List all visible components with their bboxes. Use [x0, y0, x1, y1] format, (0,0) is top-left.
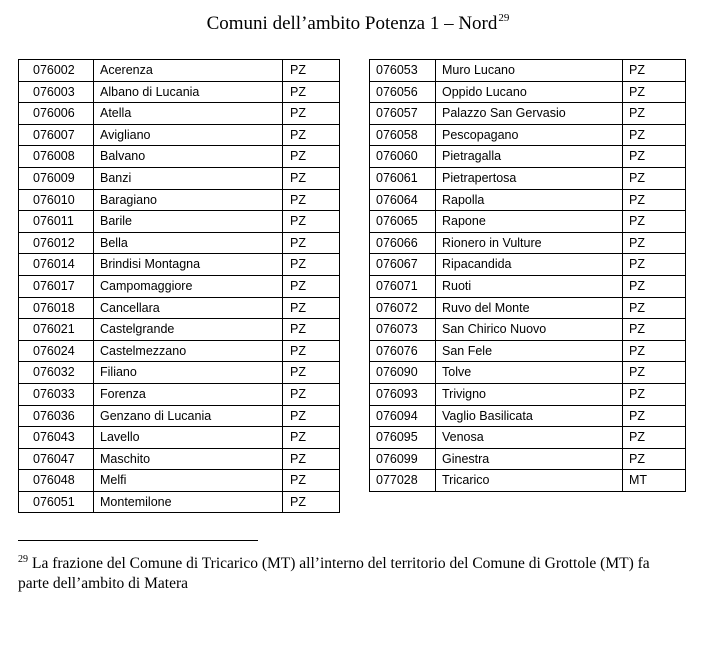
municipality-name: Rapolla: [436, 189, 623, 211]
municipality-code: 076066: [370, 232, 436, 254]
table-row: [19, 254, 340, 276]
municipality-name: Palazzo San Gervasio: [436, 103, 623, 125]
province-code: PZ: [623, 254, 686, 276]
municipality-code: 076094: [370, 405, 436, 427]
table-row: [19, 297, 340, 319]
municipality-name: Cancellara: [94, 297, 283, 319]
table-row: [370, 103, 686, 125]
municipality-code: 076008: [19, 146, 94, 168]
province-code: PZ: [283, 81, 340, 103]
page-title-text: Comuni dell’ambito Potenza 1 – Nord: [206, 13, 498, 34]
province-code: PZ: [283, 448, 340, 470]
municipality-code: 076072: [370, 297, 436, 319]
province-code: PZ: [283, 319, 340, 341]
table-row: [370, 362, 686, 384]
table-row: [19, 81, 340, 103]
province-code: PZ: [283, 254, 340, 276]
province-code: PZ: [283, 383, 340, 405]
municipality-name: Pietrapertosa: [436, 167, 623, 189]
municipality-code: 076061: [370, 167, 436, 189]
title-footnote-marker: 29: [498, 12, 510, 24]
municipality-code: 076093: [370, 383, 436, 405]
table-row: [19, 275, 340, 297]
municipality-name: Trivigno: [436, 383, 623, 405]
province-code: PZ: [283, 405, 340, 427]
municipality-name: Rionero in Vulture: [436, 232, 623, 254]
municipality-code: 076099: [370, 448, 436, 470]
municipality-code: 076018: [19, 297, 94, 319]
province-code: PZ: [283, 491, 340, 513]
footnote-number: 29: [18, 554, 28, 565]
municipality-code: 076065: [370, 211, 436, 233]
table-row: [370, 189, 686, 211]
table-row: [370, 254, 686, 276]
footnote: [18, 550, 678, 594]
municipality-code: 076006: [19, 103, 94, 125]
table-row: [19, 427, 340, 449]
municipality-name: Forenza: [94, 383, 283, 405]
province-code: MT: [623, 470, 686, 492]
municipality-code: 076071: [370, 275, 436, 297]
table-row: [370, 60, 686, 82]
province-code: PZ: [623, 103, 686, 125]
municipality-name: Ruvo del Monte: [436, 297, 623, 319]
municipality-code: 076014: [19, 254, 94, 276]
municipality-name: Venosa: [436, 427, 623, 449]
municipality-code: 076012: [19, 232, 94, 254]
municipality-name: Avigliano: [94, 124, 283, 146]
municipality-code: 076036: [19, 405, 94, 427]
table-row: [370, 405, 686, 427]
municipality-code: 076032: [19, 362, 94, 384]
municipality-name: Montemilone: [94, 491, 283, 513]
table-row: [19, 405, 340, 427]
footnote-separator: [18, 540, 258, 541]
table-row: [370, 470, 686, 492]
table-row: [370, 275, 686, 297]
province-code: PZ: [623, 60, 686, 82]
province-code: PZ: [623, 189, 686, 211]
municipality-name: Atella: [94, 103, 283, 125]
municipality-name: San Chirico Nuovo: [436, 319, 623, 341]
municipality-name: Vaglio Basilicata: [436, 405, 623, 427]
municipality-name: Castelmezzano: [94, 340, 283, 362]
municipality-name: Tricarico: [436, 470, 623, 492]
table-right-body: [370, 60, 686, 492]
municipality-name: Rapone: [436, 211, 623, 233]
province-code: PZ: [623, 362, 686, 384]
municipality-code: 076090: [370, 362, 436, 384]
table-row: [19, 60, 340, 82]
table-row: [19, 103, 340, 125]
province-code: PZ: [623, 275, 686, 297]
municipality-name: Bella: [94, 232, 283, 254]
table-row: [19, 146, 340, 168]
province-code: PZ: [283, 103, 340, 125]
province-code: PZ: [283, 60, 340, 82]
municipality-code: 076021: [19, 319, 94, 341]
province-code: PZ: [283, 211, 340, 233]
municipality-code: 076073: [370, 319, 436, 341]
province-code: PZ: [283, 340, 340, 362]
municipality-name: Ruoti: [436, 275, 623, 297]
municipality-code: 076076: [370, 340, 436, 362]
municipality-name: Ginestra: [436, 448, 623, 470]
table-row: [370, 383, 686, 405]
municipality-name: Melfi: [94, 470, 283, 492]
municipality-name: San Fele: [436, 340, 623, 362]
municipality-code: 076051: [19, 491, 94, 513]
province-code: PZ: [283, 297, 340, 319]
municipality-code: 076017: [19, 275, 94, 297]
province-code: PZ: [283, 362, 340, 384]
municipality-name: Barile: [94, 211, 283, 233]
province-code: PZ: [283, 232, 340, 254]
municipality-code: 076009: [19, 167, 94, 189]
footnote-text: La frazione del Comune di Tricarico (MT) all’interno del territorio del Comune di Grottole (MT) fa parte dell’ambito di Matera: [18, 555, 650, 592]
municipality-name: Tolve: [436, 362, 623, 384]
municipality-name: Lavello: [94, 427, 283, 449]
municipality-code: 076058: [370, 124, 436, 146]
municipality-code: 076007: [19, 124, 94, 146]
table-row: [19, 470, 340, 492]
municipality-code: 076056: [370, 81, 436, 103]
table-row: [370, 340, 686, 362]
municipality-code: 076010: [19, 189, 94, 211]
municipality-code: 076033: [19, 383, 94, 405]
table-row: [370, 232, 686, 254]
municipality-name: Brindisi Montagna: [94, 254, 283, 276]
table-row: [19, 340, 340, 362]
table-row: [19, 383, 340, 405]
province-code: PZ: [283, 470, 340, 492]
table-row: [370, 211, 686, 233]
municipality-code: 076024: [19, 340, 94, 362]
municipality-name: Acerenza: [94, 60, 283, 82]
province-code: PZ: [623, 448, 686, 470]
municipality-name: Balvano: [94, 146, 283, 168]
province-code: PZ: [283, 275, 340, 297]
table-row: [19, 124, 340, 146]
province-code: PZ: [623, 319, 686, 341]
table-row: [19, 362, 340, 384]
province-code: PZ: [623, 383, 686, 405]
table-row: [370, 124, 686, 146]
province-code: PZ: [283, 146, 340, 168]
municipality-code: 076057: [370, 103, 436, 125]
municipality-code: 077028: [370, 470, 436, 492]
province-code: PZ: [623, 146, 686, 168]
province-code: PZ: [283, 189, 340, 211]
table-left-body: [19, 60, 340, 513]
table-row: [370, 146, 686, 168]
municipality-name: Banzi: [94, 167, 283, 189]
municipality-code: 076003: [19, 81, 94, 103]
municipality-code: 076060: [370, 146, 436, 168]
table-row: [19, 167, 340, 189]
municipality-name: Campomaggiore: [94, 275, 283, 297]
province-code: PZ: [623, 340, 686, 362]
municipality-code: 076053: [370, 60, 436, 82]
page-title: [0, 12, 716, 35]
municipality-name: Castelgrande: [94, 319, 283, 341]
municipality-code: 076067: [370, 254, 436, 276]
municipality-name: Pescopagano: [436, 124, 623, 146]
municipality-name: Ripacandida: [436, 254, 623, 276]
municipality-code: 076095: [370, 427, 436, 449]
table-row: [19, 491, 340, 513]
province-code: PZ: [283, 427, 340, 449]
province-code: PZ: [623, 427, 686, 449]
table-row: [19, 211, 340, 233]
municipality-code: 076048: [19, 470, 94, 492]
municipality-code: 076064: [370, 189, 436, 211]
municipalities-table-right: [369, 59, 686, 492]
municipalities-table-left: [18, 59, 340, 513]
table-row: [370, 81, 686, 103]
municipality-name: Pietragalla: [436, 146, 623, 168]
municipality-name: Baragiano: [94, 189, 283, 211]
table-row: [370, 297, 686, 319]
province-code: PZ: [283, 124, 340, 146]
province-code: PZ: [623, 124, 686, 146]
province-code: PZ: [623, 211, 686, 233]
municipality-name: Genzano di Lucania: [94, 405, 283, 427]
municipality-code: 076011: [19, 211, 94, 233]
province-code: PZ: [623, 167, 686, 189]
table-row: [19, 448, 340, 470]
table-row: [19, 319, 340, 341]
table-row: [370, 448, 686, 470]
municipality-code: 076047: [19, 448, 94, 470]
municipality-name: Oppido Lucano: [436, 81, 623, 103]
municipality-name: Muro Lucano: [436, 60, 623, 82]
province-code: PZ: [623, 297, 686, 319]
municipality-name: Maschito: [94, 448, 283, 470]
table-row: [370, 167, 686, 189]
table-row: [370, 319, 686, 341]
table-row: [19, 189, 340, 211]
municipality-code: 076043: [19, 427, 94, 449]
province-code: PZ: [623, 232, 686, 254]
province-code: PZ: [623, 405, 686, 427]
municipality-name: Filiano: [94, 362, 283, 384]
municipality-name: Albano di Lucania: [94, 81, 283, 103]
table-row: [370, 427, 686, 449]
municipality-code: 076002: [19, 60, 94, 82]
province-code: PZ: [283, 167, 340, 189]
province-code: PZ: [623, 81, 686, 103]
table-row: [19, 232, 340, 254]
